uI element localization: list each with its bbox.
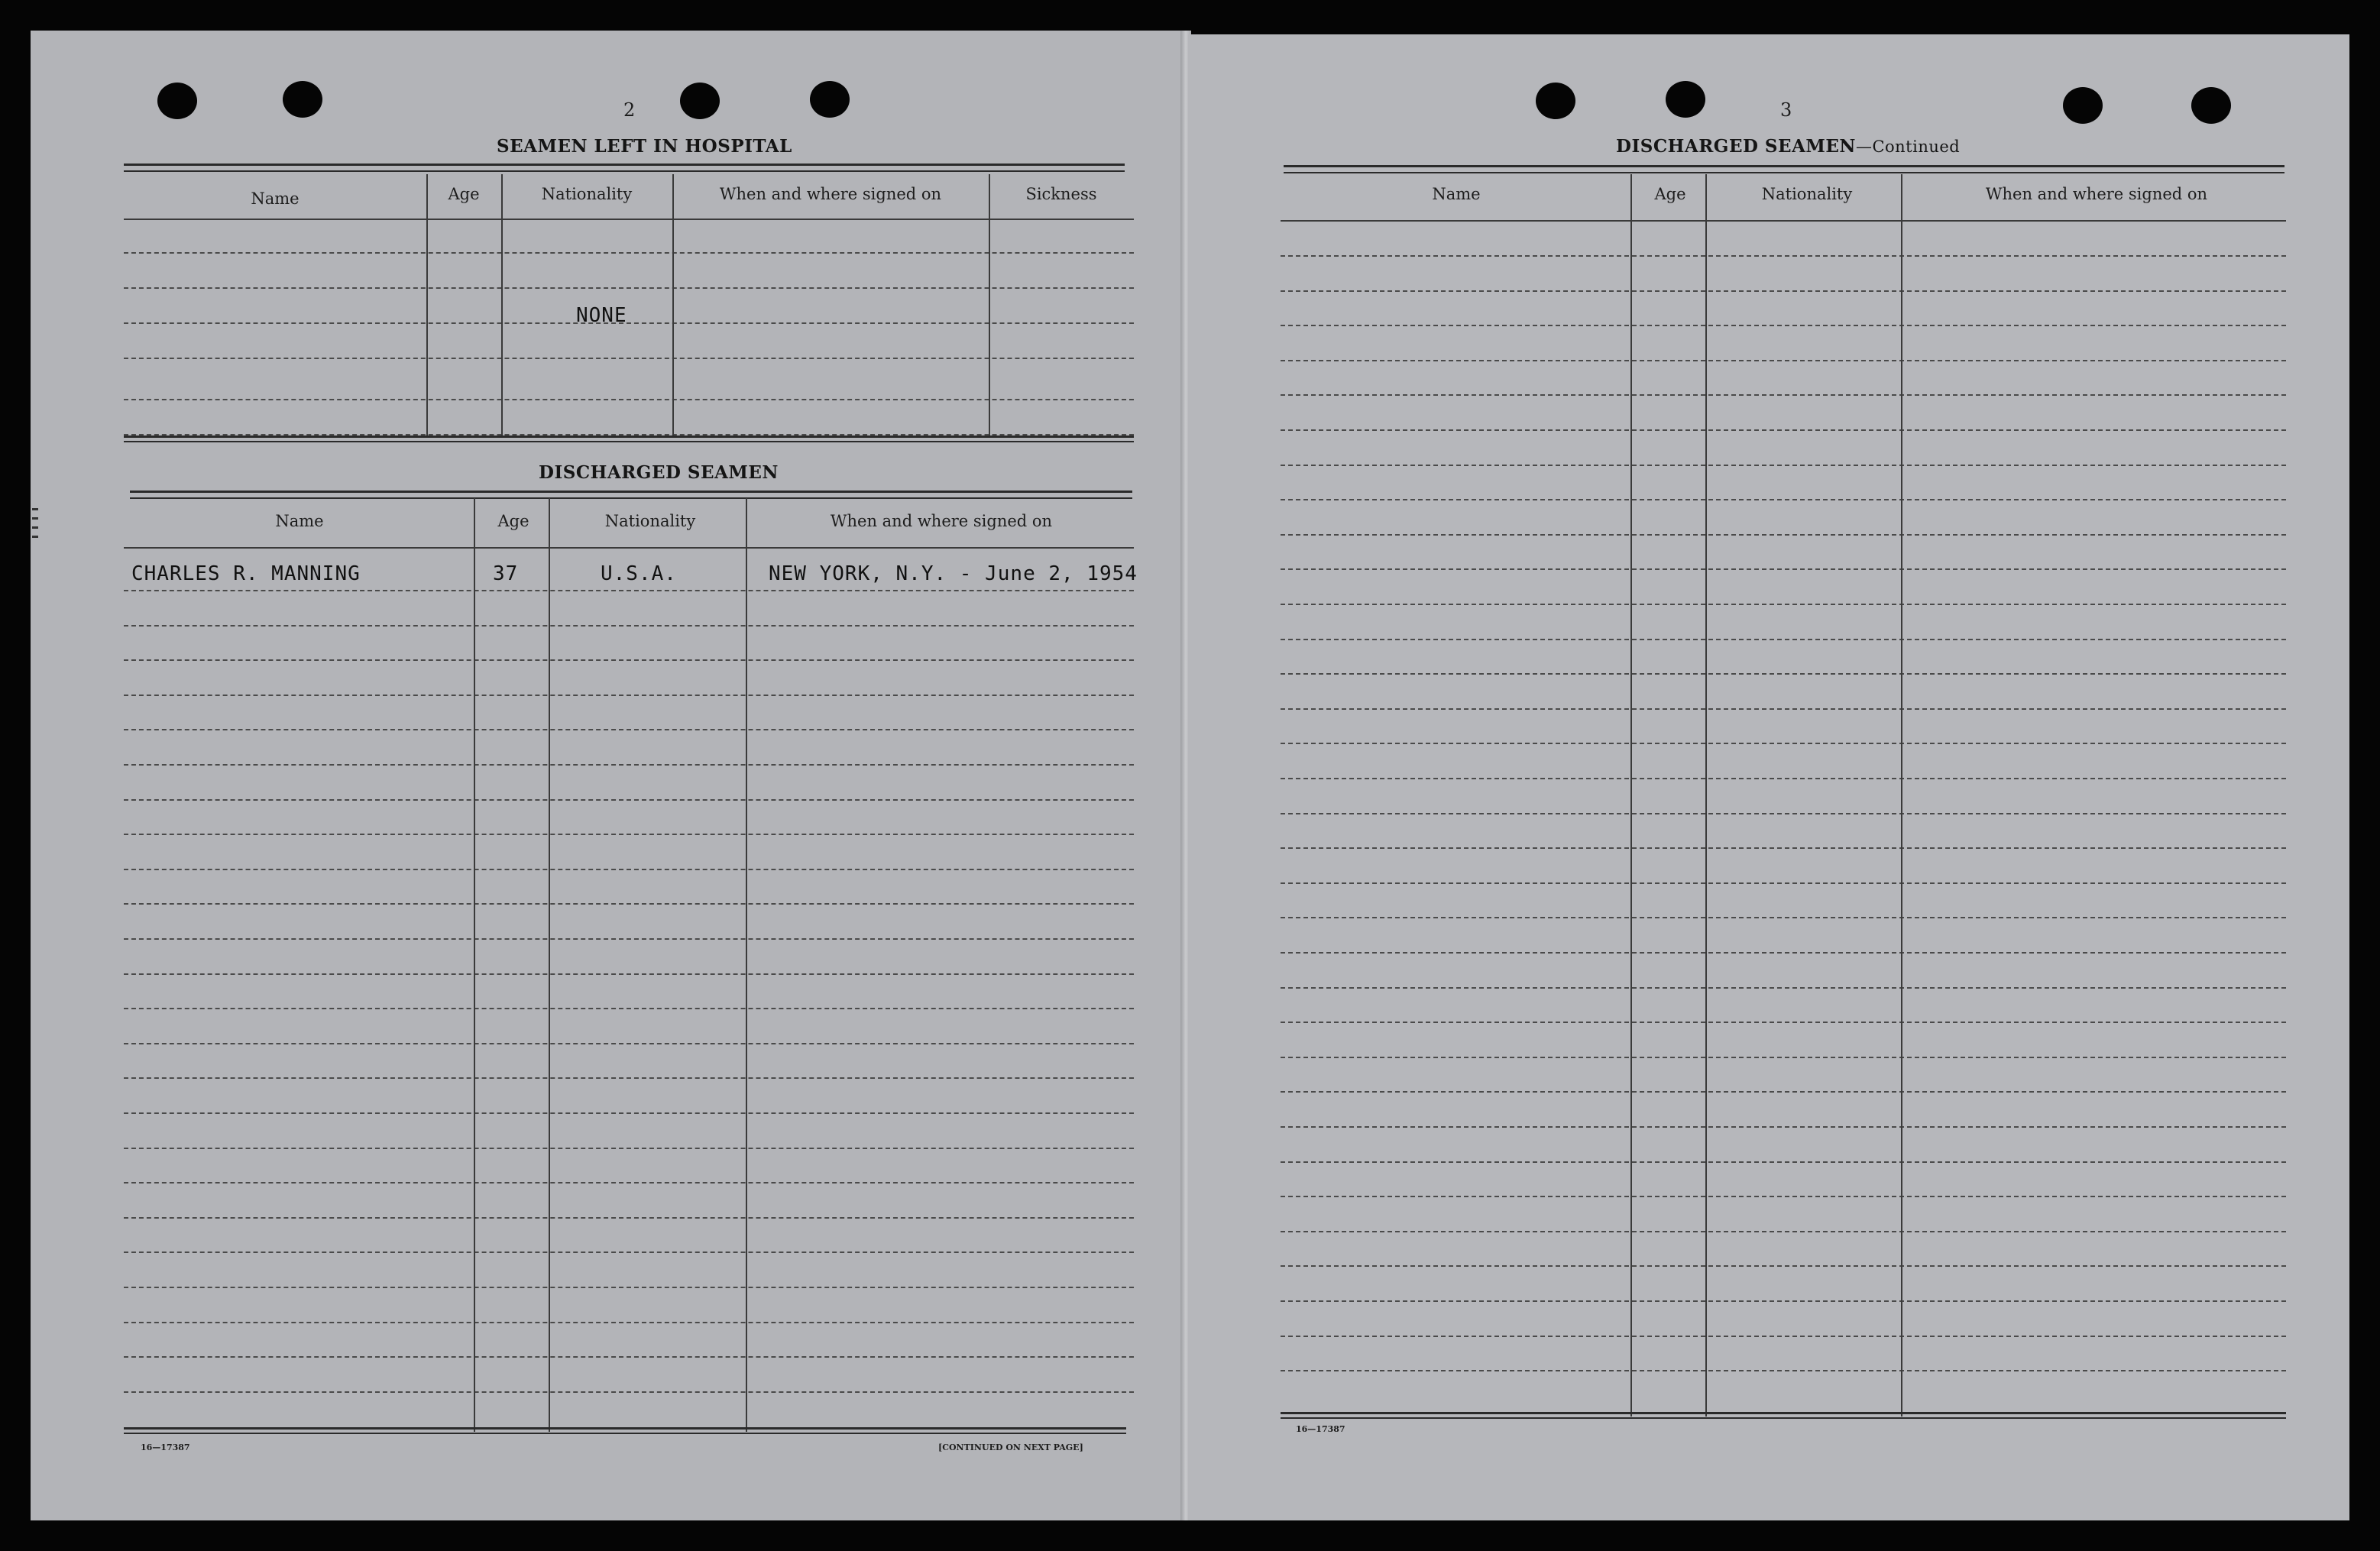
right-table-bottom-rule bbox=[1281, 1412, 2286, 1419]
discharged-section-title: DISCHARGED SEAMEN bbox=[539, 462, 779, 483]
row-line bbox=[1281, 255, 2286, 257]
row-line bbox=[1281, 847, 2286, 849]
row-line bbox=[124, 1287, 1134, 1288]
row-line bbox=[124, 287, 1134, 289]
row-line bbox=[1281, 1231, 2286, 1232]
hospital-none-entry: NONE bbox=[576, 304, 627, 327]
margin-mark bbox=[32, 536, 38, 538]
row-line bbox=[124, 252, 1134, 254]
hospital-section-title: SEAMEN LEFT IN HOSPITAL bbox=[497, 136, 792, 157]
row-line bbox=[124, 869, 1134, 870]
discharged-table-bottom-rule bbox=[124, 1427, 1126, 1434]
row-line bbox=[1281, 499, 2286, 500]
column-divider bbox=[989, 174, 990, 436]
row-line bbox=[1281, 1126, 2286, 1128]
page-number: 2 bbox=[623, 99, 636, 121]
punch-hole bbox=[1666, 81, 1705, 118]
row-line bbox=[1281, 1336, 2286, 1337]
row-line bbox=[1281, 394, 2286, 396]
row-line bbox=[124, 590, 1134, 591]
row-line bbox=[124, 1077, 1134, 1079]
discharged-table-top-rule bbox=[130, 491, 1132, 499]
column-divider bbox=[474, 498, 475, 1432]
row-line bbox=[1281, 465, 2286, 466]
row-line bbox=[1281, 1091, 2286, 1093]
column-divider bbox=[746, 498, 747, 1432]
margin-mark bbox=[32, 526, 38, 529]
column-divider bbox=[1901, 174, 1902, 1417]
row-line bbox=[124, 1182, 1134, 1183]
row-line bbox=[1281, 708, 2286, 710]
row-line bbox=[1281, 1022, 2286, 1023]
row-line bbox=[124, 903, 1134, 905]
col-header-signed-on: When and where signed on bbox=[830, 512, 1053, 530]
header-rule bbox=[124, 547, 1134, 549]
punch-hole bbox=[283, 81, 322, 118]
column-divider bbox=[549, 498, 550, 1432]
row-line bbox=[124, 1112, 1134, 1114]
hospital-table-top-rule bbox=[124, 164, 1125, 172]
continued-note: [CONTINUED ON NEXT PAGE] bbox=[938, 1443, 1083, 1452]
col-header-age: Age bbox=[497, 512, 529, 530]
column-divider bbox=[501, 174, 503, 436]
row-line bbox=[1281, 987, 2286, 989]
row-line bbox=[124, 973, 1134, 975]
row-line bbox=[1281, 1196, 2286, 1197]
row-line bbox=[124, 1322, 1134, 1323]
row-line bbox=[124, 1043, 1134, 1044]
row-line bbox=[1281, 1057, 2286, 1058]
row-line bbox=[124, 799, 1134, 801]
row-line bbox=[1281, 952, 2286, 954]
row-line bbox=[124, 834, 1134, 835]
form-number: 16—17387 bbox=[1296, 1424, 1345, 1434]
seaman-name: CHARLES R. MANNING bbox=[131, 562, 361, 585]
row-line bbox=[1281, 1300, 2286, 1302]
row-line bbox=[124, 1391, 1134, 1393]
row-line bbox=[1281, 568, 2286, 570]
column-divider bbox=[672, 174, 674, 436]
discharged-continued-title bbox=[1616, 136, 1960, 157]
row-line bbox=[1281, 360, 2286, 361]
row-line bbox=[1281, 534, 2286, 536]
row-line bbox=[124, 1008, 1134, 1009]
header-rule bbox=[124, 219, 1134, 220]
row-line bbox=[1281, 743, 2286, 744]
punch-hole bbox=[1536, 83, 1575, 119]
col-header-age: Age bbox=[1654, 185, 1686, 203]
hospital-table-bottom-rule bbox=[124, 436, 1134, 442]
row-line bbox=[1281, 325, 2286, 326]
row-line bbox=[124, 695, 1134, 696]
row-line bbox=[1281, 290, 2286, 292]
header-rule bbox=[1281, 220, 2286, 222]
col-header-name: Name bbox=[251, 189, 300, 208]
column-divider bbox=[1705, 174, 1707, 1417]
left-page bbox=[31, 31, 1184, 1520]
column-divider bbox=[1630, 174, 1632, 1417]
col-header-name: Name bbox=[275, 512, 324, 530]
col-header-sickness: Sickness bbox=[1025, 185, 1097, 203]
col-header-nationality: Nationality bbox=[1761, 185, 1853, 203]
row-line bbox=[1281, 778, 2286, 779]
row-line bbox=[124, 659, 1134, 661]
row-line bbox=[1281, 1265, 2286, 1267]
seaman-signed-on: NEW YORK, N.Y. - June 2, 1954 bbox=[769, 562, 1138, 585]
col-header-name: Name bbox=[1432, 185, 1481, 203]
row-line bbox=[1281, 673, 2286, 675]
row-line bbox=[1281, 882, 2286, 884]
punch-hole bbox=[810, 81, 850, 118]
row-line bbox=[1281, 917, 2286, 918]
row-line bbox=[124, 729, 1134, 730]
row-line bbox=[1281, 639, 2286, 640]
row-line bbox=[124, 399, 1134, 400]
row-line bbox=[124, 1356, 1134, 1358]
row-line bbox=[124, 1217, 1134, 1219]
punch-hole bbox=[2063, 87, 2103, 124]
margin-mark bbox=[32, 508, 38, 510]
punch-hole bbox=[157, 83, 197, 119]
row-line bbox=[1281, 813, 2286, 814]
right-table-top-rule bbox=[1284, 165, 2284, 173]
row-line bbox=[124, 358, 1134, 359]
col-header-nationality: Nationality bbox=[541, 185, 633, 203]
punch-hole bbox=[2191, 87, 2231, 124]
row-line bbox=[124, 322, 1134, 324]
row-line bbox=[1281, 429, 2286, 431]
section-title-text: DISCHARGED SEAMEN bbox=[1616, 136, 1856, 157]
form-number: 16—17387 bbox=[141, 1443, 190, 1452]
punch-hole bbox=[680, 83, 720, 119]
row-line bbox=[1281, 604, 2286, 605]
section-title-suffix: —Continued bbox=[1855, 138, 1961, 156]
col-header-nationality: Nationality bbox=[604, 512, 696, 530]
row-line bbox=[124, 938, 1134, 940]
row-line bbox=[1281, 1161, 2286, 1163]
margin-mark bbox=[32, 517, 38, 520]
row-line bbox=[124, 1251, 1134, 1253]
row-line bbox=[124, 764, 1134, 766]
row-line bbox=[124, 625, 1134, 627]
column-divider bbox=[426, 174, 428, 436]
page-number: 3 bbox=[1780, 99, 1792, 121]
col-header-signed-on: When and where signed on bbox=[1985, 185, 2208, 203]
row-line bbox=[1281, 1370, 2286, 1371]
col-header-age: Age bbox=[448, 185, 480, 203]
seaman-age: 37 bbox=[493, 562, 519, 585]
col-header-signed-on: When and where signed on bbox=[719, 185, 942, 203]
seaman-nationality: U.S.A. bbox=[601, 562, 677, 585]
row-line bbox=[124, 1148, 1134, 1149]
